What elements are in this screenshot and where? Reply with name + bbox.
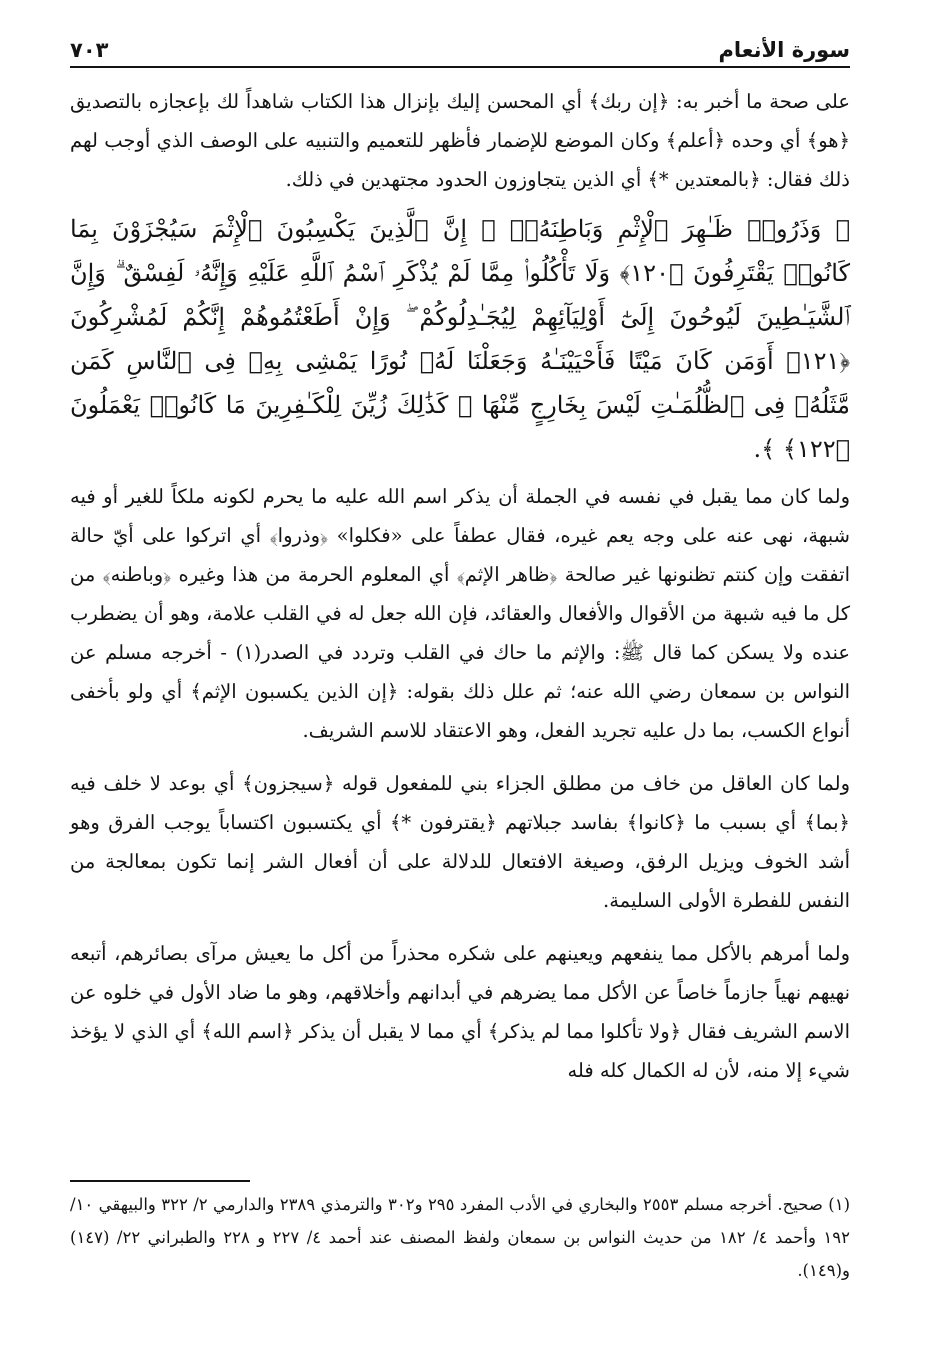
paragraph-2: ولما كان مما يقبل في نفسه في الجملة أن يذكر اسم الله عليه ما يحرم لكونه ملكاً للغير أو فيه شبهة، نهى عنه على وجه يعم غيره، فقال عطفاً على «فكلوا» ﴿وذروا﴾ أي اتركوا على أيّ حالة اتفقت وإن كنتم تظنونها غير صالحة ﴿ظاهر الإثم﴾ أي المعلوم الحرمة من هذا وغيره ﴿وباطنه﴾ من كل ما فيه شبهة من الأقوال والأفعال والعقائد، فإن الله جعل له في القلب علامة، وهو أن يضطرب عنده ولا يسكن كما قال ﷺ: والإثم ما حاك في القلب وتردد في الصدر(١) - أخرجه مسلم عن النواس بن سمعان رضي الله عنه؛ ثم علل ذلك بقوله: ﴿إن الذين يكسبون الإثم﴾ أي ولو بأخفى أنواع الكسب، بما دل عليه تجريد الفعل، وهو الاعتقاد للاسم الشريف. [70,485,851,742]
footnote-divider [70,1180,250,1182]
page-number: ٧٠٣ [70,38,109,62]
running-header [70,30,850,68]
paragraph-4: ولما أمرهم بالأكل مما ينفعهم ويعينهم على شكره محذراً من أكل ما يعيش مرآى بصائرهم، أتبعه نهيهم نهياً جازماً خاصاً عن الأكل مما يضرهم في أبدانهم وأخلاقهم، وهو ما ضاد الأول في خلوه عن الاسم الشريف فقال ﴿ولا تأكلوا مما لم يذكر﴾ أي مما لا يقبل أن يذكر ﴿اسم الله﴾ أي الذي لا يؤخذ شيء إلا منه، لأن له الكمال كله فله [70,942,850,1082]
quran-verses-block: ﴿ وَذَرُوا۟ ظَـٰهِرَ ٱلْإِثْمِ وَبَاطِنَهُۥٓ ۚ إِنَّ ٱلَّذِينَ يَكْسِبُونَ ٱلْإِثْمَ سَيُجْزَوْنَ بِمَا كَانُوا۟ يَقْتَرِفُونَ ﴿١٢٠﴾ وَلَا تَأْكُلُوا۟ مِمَّا لَمْ يُذْكَرِ ٱسْمُ ٱللَّهِ عَلَيْهِ وَإِنَّهُۥ لَفِسْقٌ ۗ وَإِنَّ ٱلشَّيَـٰطِينَ لَيُوحُونَ إِلَىٰٓ أَوْلِيَآئِهِمْ لِيُجَـٰدِلُوكُمْ ۖ وَإِنْ أَطَعْتُمُوهُمْ إِنَّكُمْ لَمُشْرِكُونَ ﴿١٢١﴾ أَوَمَن كَانَ مَيْتًا فَأَحْيَيْنَـٰهُ وَجَعَلْنَا لَهُۥ نُورًا يَمْشِى بِهِۦ فِى ٱلنَّاسِ كَمَن مَّثَلُهُۥ فِى ٱلظُّلُمَـٰتِ لَيْسَ بِخَارِجٍ مِّنْهَا ۚ كَذَٰلِكَ زُيِّنَ لِلْكَـٰفِرِينَ مَا كَانُوا۟ يَعْمَلُونَ ﴿١٢٢﴾ ﴾. [70,215,850,463]
footnote-1: (١) صحيح. أخرجه مسلم ٢٥٥٣ والبخاري في الأدب المفرد ٢٩٥ و٣٠٢ والترمذي ٢٣٨٩ والدارمي ٢/ ٣٢٢ والبيهقي ١٠/ ١٩٢ وأحمد ٤/ ١٨٢ من حديث النواس بن سمعان ولفظ المصنف عند أحمد ٤/ ٢٢٧ و ٢٢٨ والطبراني ٢٢/ (١٤٧) و(١٤٩). [70,1195,851,1280]
book-page [70,30,850,1320]
paragraph-3: ولما كان العاقل من خاف من مطلق الجزاء بني للمفعول قوله ﴿سيجزون﴾ أي بوعد لا خلف فيه ﴿بما﴾ أي بسبب ما ﴿كانوا﴾ بفاسد جبلاتهم ﴿يقترفون *﴾ أي يكتسبون اكتساباً يوجب الفرق وهو أشد الخوف ويزيل الرفق، وصيغة الافتعال للدلالة على أن أفعال الشر إنما تكون بمعالجة من النفس للفطرة الأولى السليمة. [70,772,850,912]
paragraph-1: على صحة ما أخبر به: ﴿إن ربك﴾ أي المحسن إليك بإنزال هذا الكتاب شاهداً لك بإعجازه بالتصديق ﴿هو﴾ أي وحده ﴿أعلم﴾ وكان الموضع للإضمار فأظهر للتعميم والتنبيه على الوصف الذي أوجب لهم ذلك فقال: ﴿بالمعتدين *﴾ أي الذين يتجاوزون الحدود مجتهدين في ذلك. [70,90,850,191]
surah-title: سورة الأنعام [718,38,850,62]
